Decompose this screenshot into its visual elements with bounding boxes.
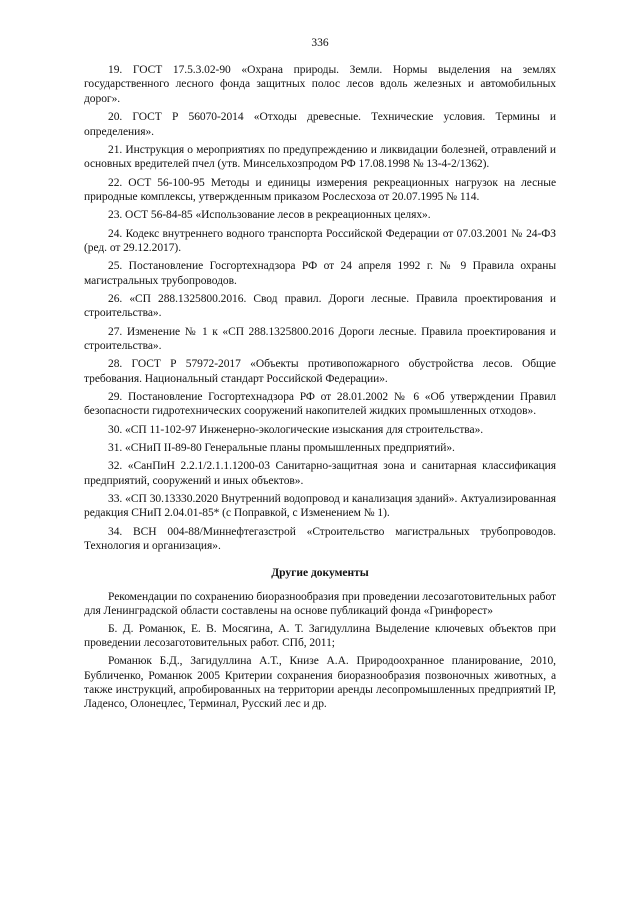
reference-item: 33. «СП 30.13330.2020 Внутренний водопровод и канализация зданий». Актуализированная редакция СНиП 2.04.01-85* (с Поправкой, с Изменением № 1). <box>84 493 556 520</box>
reference-item: 29. Постановление Госгортехнадзора РФ от 28.01.2002 № 6 «Об утверждении Правил безопасности гидротехнических сооружений накопителей жидких промышленных отходов». <box>84 391 556 418</box>
other-document-item: Рекомендации по сохранению биоразнообразия при проведении лесозаготовительных работ для Ленинградской области составлены на основе публикаций фонда «Гринфорест» <box>84 590 556 617</box>
reference-item: 34. ВСН 004-88/Миннефтегазстрой «Строительство магистральных трубопроводов. Технология и организация». <box>84 525 556 553</box>
reference-item: 30. «СП 11-102-97 Инженерно-экологические изыскания для строительства». <box>108 423 484 436</box>
reference-item: 19. ГОСТ 17.5.3.02-90 «Охрана природы. Земли. Нормы выделения на землях государственного лесного фонда защитных полос лесов вдоль железных и автомобильных дорог». <box>84 64 556 105</box>
reference-item: 28. ГОСТ Р 57972-2017 «Объекты противопожарного обустройства лесов. Общие требования. Национальный стандарт Российской Федерации». <box>84 358 556 385</box>
reference-item: 31. «СНиП II-89-80 Генеральные планы промышленных предприятий». <box>108 442 455 455</box>
reference-list <box>84 63 556 554</box>
reference-item: 26. «СП 288.1325800.2016. Свод правил. Дороги лесные. Правила проектирования и строительства». <box>84 292 556 320</box>
reference-item: 22. ОСТ 56-100-95 Методы и единицы измерения рекреационных нагрузок на лесные природные комплексы, утвержденным приказом Рослесхоза от 20.07.1995 № 114. <box>84 176 556 203</box>
reference-item: 23. ОСТ 56-84-85 «Использование лесов в рекреационных целях». <box>108 209 431 222</box>
reference-item: 32. «СанПиН 2.2.1/2.1.1.1200-03 Санитарно-защитная зона и санитарная классификация предприятий, сооружений и иных объектов». <box>84 460 556 487</box>
other-documents-list <box>84 590 556 712</box>
page-number: 336 <box>311 37 329 49</box>
reference-item: 24. Кодекс внутреннего водного транспорта Российской Федерации от 07.03.2001 № 24-ФЗ (ред. от 29.12.2017). <box>84 227 556 254</box>
section-heading: Другие документы <box>271 566 369 579</box>
other-document-item: Романюк Б.Д., Загидуллина А.Т., Книзе А.А. Природоохранное планирование, 2010, Бубличенко, Романюк 2005 Критерии сохранения биоразнообразия позвоночных животных, а также инструкций, апробированных на территории аренды лесопромышленных предприятий IP, Ладенсо, Олонецлес, Терминал, Русский лес и др. <box>84 655 556 711</box>
reference-item: 21. Инструкция о мероприятиях по предупреждению и ликвидации болезней, отравлений и основных вредителей пчел (утв. Минсельхозпродом РФ 17.08.1998 № 13-4-2/1362). <box>84 143 556 171</box>
reference-item: 25. Постановление Госгортехнадзора РФ от 24 апреля 1992 г. № 9 Правила охраны магистральных трубопроводов. <box>84 260 556 287</box>
other-document-item: Б. Д. Романюк, Е. В. Мосягина, А. Т. Загидуллина Выделение ключевых объектов при проведении лесозаготовительных работ. СПб, 2011; <box>84 622 556 650</box>
reference-item: 27. Изменение № 1 к «СП 288.1325800.2016 Дороги лесные. Правила проектирования и строительства». <box>84 325 556 353</box>
reference-item: 20. ГОСТ Р 56070-2014 «Отходы древесные. Технические условия. Термины и определения». <box>84 111 556 138</box>
